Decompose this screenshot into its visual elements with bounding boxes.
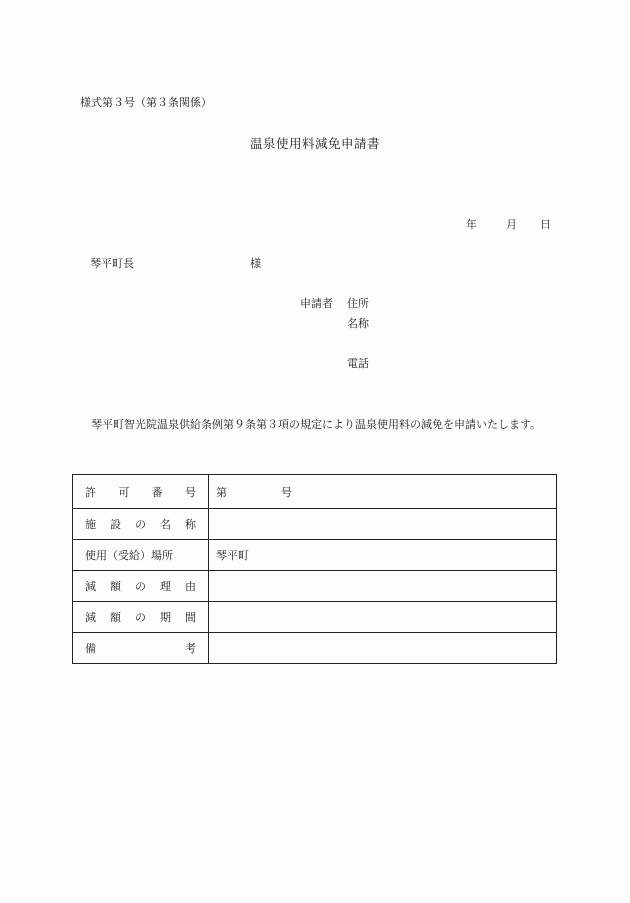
label-char: の <box>135 580 146 593</box>
table-row <box>73 602 557 633</box>
label-char: 間 <box>185 611 196 624</box>
label-char: 由 <box>185 580 196 593</box>
table-row <box>73 540 557 571</box>
remarks-label <box>73 633 209 664</box>
label-char: 設 <box>110 518 121 531</box>
facility-name-field[interactable] <box>209 509 557 540</box>
label-char: 名 <box>160 518 171 531</box>
reduction-reason-field[interactable] <box>209 571 557 602</box>
label-char: の <box>135 518 146 531</box>
table-row <box>73 475 557 509</box>
table-row <box>73 571 557 602</box>
jl-label: 使用（受給）場所 <box>85 549 173 562</box>
applicant-name-label: 名称 <box>347 317 369 330</box>
permit-number-field[interactable] <box>209 475 557 509</box>
application-table <box>72 474 557 664</box>
form-number: 様式第３号（第３条関係） <box>80 96 212 109</box>
label-char: 減 <box>85 580 96 593</box>
permit-number-prefix: 第 <box>216 485 227 499</box>
jl-label <box>85 484 196 500</box>
table-row <box>73 633 557 664</box>
label-char: 額 <box>110 611 121 624</box>
addressee-name: 琴平町長 <box>90 257 134 270</box>
applicant-label: 申請者 <box>300 297 333 310</box>
request-statement: 琴平町智光院温泉供給条例第９条第３項の規定により温泉使用料の減免を申請いたします。 <box>91 418 542 431</box>
label-char: 減 <box>85 611 96 624</box>
usage-location-field[interactable]: 琴平町 <box>209 540 557 571</box>
page-title: 温泉使用料減免申請書 <box>250 136 381 151</box>
reduction-period-label <box>73 602 209 633</box>
label-char: 可 <box>118 485 130 499</box>
date-month-label: 月 <box>506 218 517 231</box>
label-char: 備 <box>85 642 96 655</box>
facility-name-label <box>73 509 209 540</box>
label-char: 番 <box>151 485 163 499</box>
usage-location-label <box>73 540 209 571</box>
jl-label <box>85 516 196 532</box>
label-char: の <box>135 611 146 624</box>
jl-label <box>85 640 196 656</box>
permit-number-label <box>73 475 209 509</box>
reduction-reason-label <box>73 571 209 602</box>
applicant-phone-label: 電話 <box>347 357 369 370</box>
date-year-label: 年 <box>466 218 477 231</box>
label-char: 額 <box>110 580 121 593</box>
label-char: 理 <box>160 580 171 593</box>
jl-label <box>85 578 196 594</box>
label-char: 号 <box>184 485 196 499</box>
label-char: 称 <box>185 518 196 531</box>
label-char: 考 <box>185 642 196 655</box>
label-char: 施 <box>85 518 96 531</box>
label-char: 期 <box>160 611 171 624</box>
remarks-field[interactable] <box>209 633 557 664</box>
table-row <box>73 509 557 540</box>
date-day-label: 日 <box>540 218 551 231</box>
addressee-honorific: 様 <box>250 257 261 270</box>
applicant-address-label: 住所 <box>347 297 369 310</box>
reduction-period-field[interactable] <box>209 602 557 633</box>
label-char: 許 <box>85 485 96 499</box>
permit-number-suffix: 号 <box>281 485 292 499</box>
jl-label <box>85 609 196 625</box>
